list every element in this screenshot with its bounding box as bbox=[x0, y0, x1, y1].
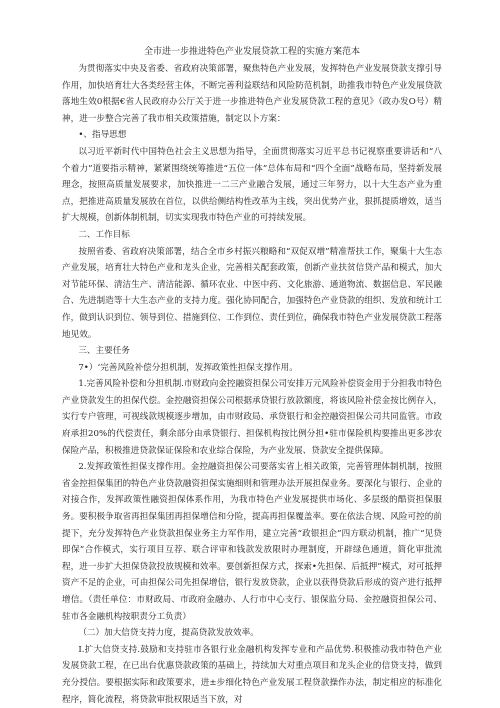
paragraph-task-1-2: 2.发挥政策性担保支撑作用。金控融资担保公司要落实省上相关政策，完善管理体制机制，按照省金控担保集团的特色产业贷款融资担保实施细则和管理办法开展担保业务。要深化与银行、企业的对接合作，发挥政策性融资担保体系作用，为我市特色产业发展提供市场化、多层级的酷资担保服务。要积极争取省再担保集团再担保增信和分险，提高再担保覆盖率。要在依法合规、风险可控的前提下，充分发挥特色产业贷款担保业务主力军作用，建立完善“政银担企”四方联动机制，推广“见贷即保”合作模式，实行项目互荐、联合评审和钱款发放限时办理制度，开辟绿色通道，简化审批流程，进一步扩大担保贷款投放规模和效率。要创新担保方式，探索•先担保、后抵押”模式，对可抵押资产不足的企业，可由担保公司先担保增信，银行发放贷款，企业以获得贷款后形成的资产进行抵押增信。（责任单位：市财政局、市政府金融办、人行市中心支行、银保监分局、金控融资担保公司、驻市各金融机构按职责分工负责） bbox=[62, 462, 442, 622]
paragraph-task-2-1: I.扩大信贷支持.鼓励和支持驻市各银行业金融机构发挥专业和产品优势.积极推动我市特色产业发展贷款工程，在已出台优惠贷款政策的基础上，持续加大对重点项目和龙头企业的信贷支持，做到充分授信。要根据实际和政策要求，进±步细化特色产业发展工程贷款操作办法，制定相应的标准化程序，简化流程，将贷款审批权限适当下放，对 bbox=[62, 644, 442, 705]
paragraph-guiding-ideology: 以习近平新时代中国特色社会主义思想为指导，全面贯彻落实习近平总书记视察重要讲话和“八个着力”道要指示精神，紧紧围绕统筹推进“五位一体”总体布局和“四个全面”战略布局，坚持新发展理念，按照高质量发展要求，加快推进一二三产业融合发展，通过三年努力，以十大生态产业为重点，把推进高质量发展放在首位，以供给侧结构性改革为主线，突出优势产业，狠抓提质增效，适当扩大规模，创新体制机制，切实实现我市特色产业的可持续发展。 bbox=[62, 146, 442, 224]
heading-task-2: （二）加大信贷支持力度，提高贷款发放效率。 bbox=[78, 628, 259, 639]
paragraph-task-1-1: 1.完善风险补偿和分担机制.市财政向金控融资担保公司安排万元风险补偿资金用于分担我市特色产业贷款发生的担保代偿。金控融资担保公司根据承贷银行放款额度，将该风险补偿金按比例存入，实行专户管理，可视线款规模逐步增加，由市财政局、承贷银行和金控融资担保公司共同监管。市政府承担20%的代偿责任，剩余部分由承贷银行、担保机构按比例分担•驻市保险机构要推出更多涉农保险产品，积极推进贷款保证保险和农业综合保险，为产业发展、贷款安全提供保障。 bbox=[62, 379, 442, 456]
heading-main-tasks: 三、主要任务 bbox=[78, 346, 130, 357]
heading-guiding-ideology: •、指导思想 bbox=[78, 130, 127, 141]
paragraph-intro: 为贯彻落实中央及省委、省政府决策部署，聚焦特色产业发展，发挥特色产业发展贷款支撑引导作用，加快培育壮大各类经营主体，不断完善利益联结和风险防范机制，助推我市特色产业发展贷款落地生效0根据€省人民政府办公厅关于进一步推进特色产业发展贷款工程的意见》（政办发O号）精神，进一步整合完善了我市相关政策措施，制定以卜方案： bbox=[62, 64, 442, 124]
document-title: 全市进一步推进特色产业发展贷款工程的实施方案范本 bbox=[143, 47, 360, 57]
heading-work-goals: 二、工作目标 bbox=[78, 229, 130, 240]
paragraph-work-goals: 按照省委、省政府决策部署，结合全市乡村振兴粮略和“双促双增”精准帮扶工作，聚集十大生态产业发展，培育壮大特色产业和龙头企业，完善相关配套政策，创新产业扶贫信贷产品和模式，加大对节能环保、清洁生产、清洁能源、循环农业、中医中药、文化旅游、通道物流、数据信息、军民融合、先进制造等十大生态产业的支持力度。强化协同配合，加强特色产业贷款的组织、发放和统计工作，做到认识到位、领导到位、措施到位、工作到位、责任到位，确保我市特色产业发展贷款工程落地见效。 bbox=[62, 246, 442, 340]
heading-task-1: 7•）‘完善风险补偿分担机制，发挥政策性担保支撑作用。 bbox=[78, 362, 298, 373]
